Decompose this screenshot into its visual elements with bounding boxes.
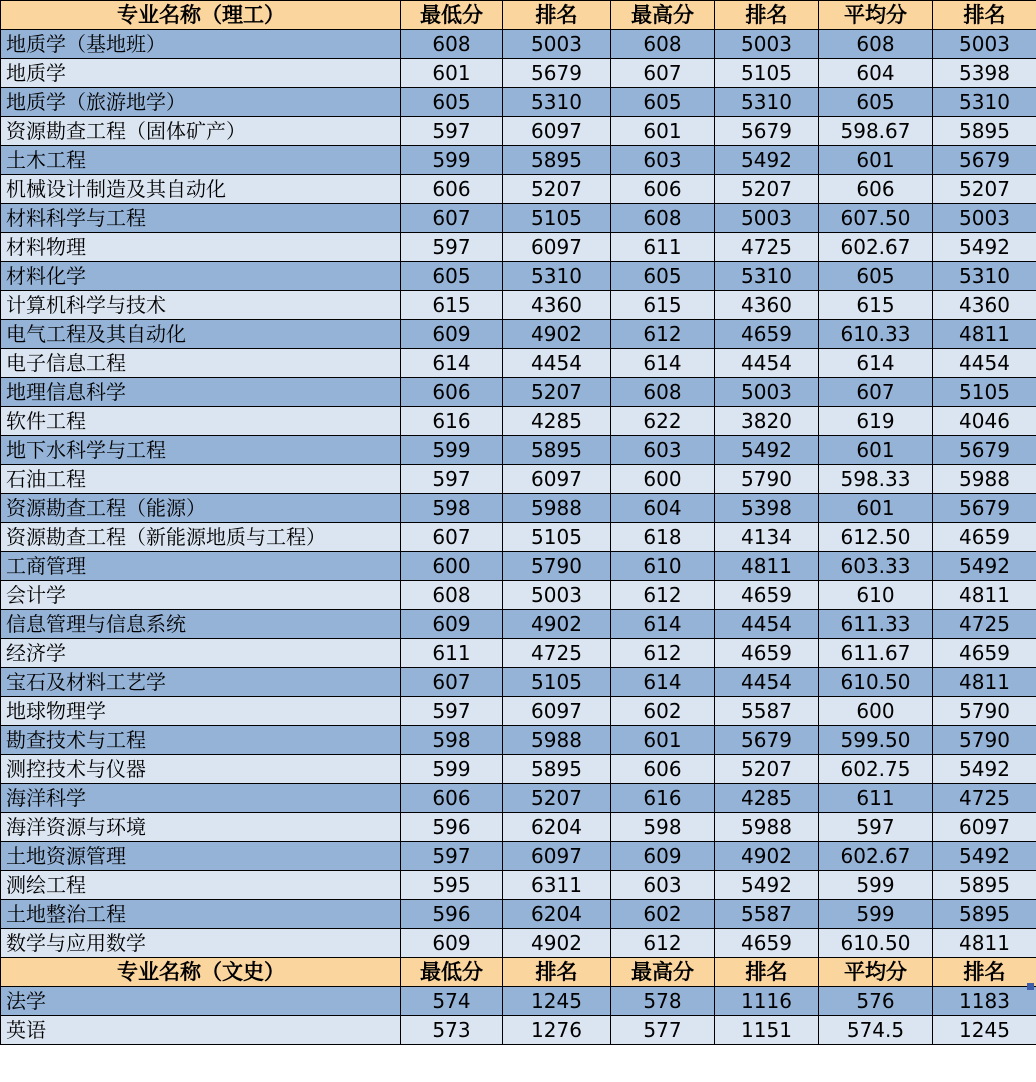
score-cell[interactable]: 597: [401, 233, 503, 262]
major-name-cell[interactable]: 英语: [1, 1016, 401, 1045]
score-cell[interactable]: 614: [819, 349, 933, 378]
table-row: [1, 900, 1036, 929]
score-cell[interactable]: 4725: [503, 639, 611, 668]
score-cell[interactable]: 5310: [933, 88, 1036, 117]
score-cell[interactable]: 5003: [715, 378, 819, 407]
table-row: [1, 871, 1036, 900]
score-cell[interactable]: 618: [611, 523, 715, 552]
header-row: [1, 1, 1036, 30]
score-cell[interactable]: 4134: [715, 523, 819, 552]
score-cell[interactable]: 5587: [715, 697, 819, 726]
score-cell[interactable]: 4659: [933, 523, 1036, 552]
score-cell[interactable]: 608: [611, 378, 715, 407]
table-row: [1, 30, 1036, 59]
major-name-cell[interactable]: 地球物理学: [1, 697, 401, 726]
score-cell[interactable]: 601: [819, 146, 933, 175]
score-cell[interactable]: 614: [611, 610, 715, 639]
table-row: [1, 813, 1036, 842]
table-row: [1, 639, 1036, 668]
score-cell[interactable]: 5003: [933, 30, 1036, 59]
table-row: [1, 610, 1036, 639]
score-cell[interactable]: 6097: [503, 465, 611, 494]
score-cell[interactable]: 601: [611, 726, 715, 755]
major-name-cell[interactable]: 电气工程及其自动化: [1, 320, 401, 349]
score-cell[interactable]: 573: [401, 1016, 503, 1045]
score-cell[interactable]: 601: [819, 494, 933, 523]
table-row: [1, 320, 1036, 349]
score-cell[interactable]: 5679: [933, 436, 1036, 465]
score-cell[interactable]: 1245: [933, 1016, 1036, 1045]
score-cell[interactable]: 4360: [503, 291, 611, 320]
score-cell[interactable]: 606: [401, 784, 503, 813]
score-cell[interactable]: 603.33: [819, 552, 933, 581]
major-name-cell[interactable]: 土木工程: [1, 146, 401, 175]
score-cell[interactable]: 607: [401, 668, 503, 697]
major-name-cell[interactable]: 土地资源管理: [1, 842, 401, 871]
score-cell[interactable]: 5207: [933, 175, 1036, 204]
score-cell[interactable]: 597: [401, 465, 503, 494]
score-cell[interactable]: 606: [611, 175, 715, 204]
score-cell[interactable]: 5207: [503, 175, 611, 204]
score-cell[interactable]: 5105: [933, 378, 1036, 407]
score-cell[interactable]: 607.50: [819, 204, 933, 233]
score-cell[interactable]: 606: [611, 755, 715, 784]
table-row: [1, 842, 1036, 871]
score-cell[interactable]: 5398: [933, 59, 1036, 88]
score-cell[interactable]: 612.50: [819, 523, 933, 552]
header-cell[interactable]: 排名: [503, 958, 611, 987]
score-cell[interactable]: 619: [819, 407, 933, 436]
score-cell[interactable]: 4659: [715, 929, 819, 958]
score-cell[interactable]: 5679: [933, 494, 1036, 523]
score-cell[interactable]: 610.50: [819, 668, 933, 697]
score-cell[interactable]: 5679: [933, 146, 1036, 175]
score-cell[interactable]: 4811: [933, 320, 1036, 349]
score-cell[interactable]: 598: [401, 494, 503, 523]
score-cell[interactable]: 576: [819, 987, 933, 1016]
score-cell[interactable]: 597: [401, 117, 503, 146]
score-cell[interactable]: 5105: [503, 204, 611, 233]
score-cell[interactable]: 609: [401, 610, 503, 639]
score-cell[interactable]: 607: [611, 59, 715, 88]
score-cell[interactable]: 4811: [715, 552, 819, 581]
score-cell[interactable]: 603: [611, 871, 715, 900]
score-cell[interactable]: 602: [611, 900, 715, 929]
score-cell[interactable]: 599: [401, 146, 503, 175]
score-cell[interactable]: 595: [401, 871, 503, 900]
header-cell[interactable]: 排名: [715, 958, 819, 987]
major-name-cell[interactable]: 地下水科学与工程: [1, 436, 401, 465]
header-cell[interactable]: 排名: [503, 1, 611, 30]
table-row: [1, 697, 1036, 726]
score-cell[interactable]: 604: [611, 494, 715, 523]
header-cell[interactable]: 排名: [715, 1, 819, 30]
score-cell[interactable]: 4902: [503, 929, 611, 958]
score-cell[interactable]: 5310: [503, 88, 611, 117]
score-cell[interactable]: 612: [611, 639, 715, 668]
score-cell[interactable]: 605: [401, 262, 503, 291]
score-cell[interactable]: 6097: [503, 117, 611, 146]
major-name-cell[interactable]: 材料化学: [1, 262, 401, 291]
major-name-cell[interactable]: 测控技术与仪器: [1, 755, 401, 784]
score-cell[interactable]: 4902: [715, 842, 819, 871]
score-cell[interactable]: 5003: [933, 204, 1036, 233]
score-cell[interactable]: 6097: [933, 813, 1036, 842]
major-name-cell[interactable]: 海洋科学: [1, 784, 401, 813]
score-cell[interactable]: 5790: [933, 697, 1036, 726]
score-cell[interactable]: 574: [401, 987, 503, 1016]
table-row: [1, 494, 1036, 523]
score-cell[interactable]: 5988: [715, 813, 819, 842]
table-row: [1, 262, 1036, 291]
score-cell[interactable]: 612: [611, 581, 715, 610]
score-cell[interactable]: 614: [611, 668, 715, 697]
score-cell[interactable]: 577: [611, 1016, 715, 1045]
major-name-cell[interactable]: 资源勘查工程（固体矿产）: [1, 117, 401, 146]
major-name-cell[interactable]: 法学: [1, 987, 401, 1016]
table-row: [1, 88, 1036, 117]
score-cell[interactable]: 611: [611, 233, 715, 262]
major-name-cell[interactable]: 信息管理与信息系统: [1, 610, 401, 639]
score-cell[interactable]: 574.5: [819, 1016, 933, 1045]
header-cell[interactable]: 平均分: [819, 1, 933, 30]
score-cell[interactable]: 5003: [715, 204, 819, 233]
score-cell[interactable]: 607: [401, 204, 503, 233]
major-name-cell[interactable]: 数学与应用数学: [1, 929, 401, 958]
score-cell[interactable]: 5492: [715, 871, 819, 900]
score-cell[interactable]: 610.50: [819, 929, 933, 958]
major-name-cell[interactable]: 石油工程: [1, 465, 401, 494]
score-cell[interactable]: 601: [819, 436, 933, 465]
score-cell[interactable]: 5895: [503, 755, 611, 784]
score-cell[interactable]: 605: [401, 88, 503, 117]
score-cell[interactable]: 6097: [503, 233, 611, 262]
score-cell[interactable]: 602.67: [819, 233, 933, 262]
score-cell[interactable]: 609: [401, 320, 503, 349]
table-row: [1, 378, 1036, 407]
major-name-cell[interactable]: 地理信息科学: [1, 378, 401, 407]
score-cell[interactable]: 600: [611, 465, 715, 494]
major-name-cell[interactable]: 资源勘查工程（能源）: [1, 494, 401, 523]
score-cell[interactable]: 5207: [503, 784, 611, 813]
score-cell[interactable]: 5790: [503, 552, 611, 581]
score-cell[interactable]: 5310: [933, 262, 1036, 291]
header-cell[interactable]: 平均分: [819, 958, 933, 987]
score-cell[interactable]: 597: [819, 813, 933, 842]
score-cell[interactable]: 609: [611, 842, 715, 871]
score-cell[interactable]: 5492: [715, 436, 819, 465]
score-cell[interactable]: 5310: [503, 262, 611, 291]
score-cell[interactable]: 6097: [503, 697, 611, 726]
major-name-cell[interactable]: 工商管理: [1, 552, 401, 581]
table-row: [1, 233, 1036, 262]
score-cell[interactable]: 610: [819, 581, 933, 610]
score-cell[interactable]: 4811: [933, 581, 1036, 610]
score-cell[interactable]: 5895: [933, 900, 1036, 929]
score-cell[interactable]: 599: [401, 755, 503, 784]
table-row: [1, 465, 1036, 494]
score-cell[interactable]: 608: [401, 30, 503, 59]
score-cell[interactable]: 4725: [933, 784, 1036, 813]
major-name-cell[interactable]: 宝石及材料工艺学: [1, 668, 401, 697]
table-row: [1, 523, 1036, 552]
score-cell[interactable]: 612: [611, 320, 715, 349]
score-cell[interactable]: 598.67: [819, 117, 933, 146]
table-row: [1, 755, 1036, 784]
major-name-cell[interactable]: 材料物理: [1, 233, 401, 262]
score-cell[interactable]: 608: [611, 204, 715, 233]
fill-handle[interactable]: [1027, 983, 1034, 990]
score-cell[interactable]: 622: [611, 407, 715, 436]
score-cell[interactable]: 612: [611, 929, 715, 958]
score-cell[interactable]: 6204: [503, 813, 611, 842]
score-cell[interactable]: 5492: [933, 755, 1036, 784]
major-name-cell[interactable]: 软件工程: [1, 407, 401, 436]
score-cell[interactable]: 4902: [503, 320, 611, 349]
major-name-cell[interactable]: 土地整治工程: [1, 900, 401, 929]
table-row: [1, 929, 1036, 958]
table-row: [1, 407, 1036, 436]
header-major-name[interactable]: 专业名称（理工）: [1, 1, 401, 30]
table-row: [1, 581, 1036, 610]
score-cell[interactable]: 4285: [503, 407, 611, 436]
table-row: [1, 552, 1036, 581]
score-cell[interactable]: 608: [611, 30, 715, 59]
header-cell[interactable]: 最高分: [611, 958, 715, 987]
score-cell[interactable]: 5679: [503, 59, 611, 88]
score-cell[interactable]: 4360: [933, 291, 1036, 320]
header-cell[interactable]: 最高分: [611, 1, 715, 30]
score-cell[interactable]: 607: [401, 523, 503, 552]
score-cell[interactable]: 578: [611, 987, 715, 1016]
score-cell[interactable]: 3820: [715, 407, 819, 436]
table-row: [1, 436, 1036, 465]
score-cell[interactable]: 610: [611, 552, 715, 581]
score-cell[interactable]: 5492: [933, 552, 1036, 581]
table-row: [1, 59, 1036, 88]
score-cell[interactable]: 5988: [933, 465, 1036, 494]
score-cell[interactable]: 615: [819, 291, 933, 320]
score-cell[interactable]: 4454: [715, 668, 819, 697]
score-cell[interactable]: 5679: [715, 726, 819, 755]
score-cell[interactable]: 5207: [715, 175, 819, 204]
major-name-cell[interactable]: 会计学: [1, 581, 401, 610]
score-cell[interactable]: 602.67: [819, 842, 933, 871]
score-cell[interactable]: 5895: [503, 146, 611, 175]
table-row: [1, 291, 1036, 320]
score-cell[interactable]: 608: [819, 30, 933, 59]
header-cell[interactable]: 最低分: [401, 1, 503, 30]
score-cell[interactable]: 5492: [933, 842, 1036, 871]
score-cell[interactable]: 5105: [715, 59, 819, 88]
score-cell[interactable]: 4285: [715, 784, 819, 813]
header-row: [1, 958, 1036, 987]
score-cell[interactable]: 4725: [715, 233, 819, 262]
score-cell[interactable]: 5790: [715, 465, 819, 494]
header-cell[interactable]: 排名: [933, 1, 1036, 30]
score-cell[interactable]: 611.33: [819, 610, 933, 639]
score-cell[interactable]: 601: [611, 117, 715, 146]
major-name-cell[interactable]: 电子信息工程: [1, 349, 401, 378]
score-cell[interactable]: 602: [611, 697, 715, 726]
score-cell[interactable]: 4454: [715, 349, 819, 378]
score-cell[interactable]: 5310: [715, 262, 819, 291]
header-cell[interactable]: 排名: [933, 958, 1036, 987]
major-name-cell[interactable]: 计算机科学与技术: [1, 291, 401, 320]
score-cell[interactable]: 5310: [715, 88, 819, 117]
score-cell[interactable]: 599: [401, 436, 503, 465]
score-cell[interactable]: 4659: [715, 320, 819, 349]
score-cell[interactable]: 5492: [933, 233, 1036, 262]
score-cell[interactable]: 4454: [933, 349, 1036, 378]
score-cell[interactable]: 6204: [503, 900, 611, 929]
score-cell[interactable]: 610.33: [819, 320, 933, 349]
score-cell[interactable]: 615: [611, 291, 715, 320]
score-cell[interactable]: 4046: [933, 407, 1036, 436]
major-name-cell[interactable]: 地质学: [1, 59, 401, 88]
table-row: [1, 784, 1036, 813]
major-name-cell[interactable]: 勘查技术与工程: [1, 726, 401, 755]
score-cell[interactable]: 596: [401, 900, 503, 929]
table-body: [1, 1, 1036, 1045]
major-name-cell[interactable]: 测绘工程: [1, 871, 401, 900]
score-cell[interactable]: 1183: [933, 987, 1036, 1016]
table-row: [1, 349, 1036, 378]
score-cell[interactable]: 4902: [503, 610, 611, 639]
score-cell[interactable]: 603: [611, 436, 715, 465]
major-name-cell[interactable]: 地质学（旅游地学）: [1, 88, 401, 117]
score-cell[interactable]: 5895: [933, 117, 1036, 146]
major-name-cell[interactable]: 海洋资源与环境: [1, 813, 401, 842]
score-cell[interactable]: 608: [401, 581, 503, 610]
score-cell[interactable]: 5207: [503, 378, 611, 407]
table-row: [1, 987, 1036, 1016]
score-cell[interactable]: 4360: [715, 291, 819, 320]
score-cell[interactable]: 605: [819, 88, 933, 117]
score-cell[interactable]: 6097: [503, 842, 611, 871]
major-name-cell[interactable]: 机械设计制造及其自动化: [1, 175, 401, 204]
score-cell[interactable]: 4811: [933, 929, 1036, 958]
score-cell[interactable]: 611: [401, 639, 503, 668]
score-cell[interactable]: 4454: [503, 349, 611, 378]
score-cell[interactable]: 4725: [933, 610, 1036, 639]
major-name-cell[interactable]: 经济学: [1, 639, 401, 668]
score-cell[interactable]: 1276: [503, 1016, 611, 1045]
score-cell[interactable]: 611: [819, 784, 933, 813]
score-cell[interactable]: 615: [401, 291, 503, 320]
table-row: [1, 668, 1036, 697]
table-row: [1, 726, 1036, 755]
table-row: [1, 146, 1036, 175]
score-cell[interactable]: 614: [611, 349, 715, 378]
score-cell[interactable]: 597: [401, 697, 503, 726]
score-cell[interactable]: 4659: [715, 639, 819, 668]
score-cell[interactable]: 598.33: [819, 465, 933, 494]
table-row: [1, 117, 1036, 146]
score-cell[interactable]: 5003: [715, 30, 819, 59]
major-name-cell[interactable]: 地质学（基地班）: [1, 30, 401, 59]
score-cell[interactable]: 597: [401, 842, 503, 871]
score-cell[interactable]: 5003: [503, 581, 611, 610]
table-row: [1, 204, 1036, 233]
score-cell[interactable]: 5988: [503, 494, 611, 523]
score-cell[interactable]: 5105: [503, 668, 611, 697]
score-cell[interactable]: 602.75: [819, 755, 933, 784]
score-cell[interactable]: 600: [401, 552, 503, 581]
score-cell[interactable]: 605: [611, 262, 715, 291]
score-cell[interactable]: 5207: [715, 755, 819, 784]
header-major-name[interactable]: 专业名称（文史）: [1, 958, 401, 987]
score-cell[interactable]: 5790: [933, 726, 1036, 755]
table-row: [1, 175, 1036, 204]
score-cell[interactable]: 1151: [715, 1016, 819, 1045]
score-cell[interactable]: 1245: [503, 987, 611, 1016]
table-row: [1, 1016, 1036, 1045]
score-cell[interactable]: 604: [819, 59, 933, 88]
score-cell[interactable]: 5895: [933, 871, 1036, 900]
score-cell[interactable]: 611.67: [819, 639, 933, 668]
score-cell[interactable]: 598: [401, 726, 503, 755]
score-cell[interactable]: 606: [401, 378, 503, 407]
score-cell[interactable]: 599.50: [819, 726, 933, 755]
score-cell[interactable]: 6311: [503, 871, 611, 900]
score-cell[interactable]: 605: [819, 262, 933, 291]
score-cell[interactable]: 596: [401, 813, 503, 842]
score-cell[interactable]: 598: [611, 813, 715, 842]
score-cell[interactable]: 606: [819, 175, 933, 204]
score-cell[interactable]: 5895: [503, 436, 611, 465]
score-cell[interactable]: 5492: [715, 146, 819, 175]
score-cell[interactable]: 5988: [503, 726, 611, 755]
score-cell[interactable]: 605: [611, 88, 715, 117]
score-cell[interactable]: 616: [611, 784, 715, 813]
score-cell[interactable]: 5398: [715, 494, 819, 523]
score-cell[interactable]: 5679: [715, 117, 819, 146]
score-cell[interactable]: 4811: [933, 668, 1036, 697]
score-cell[interactable]: 4659: [715, 581, 819, 610]
score-cell[interactable]: 606: [401, 175, 503, 204]
score-cell[interactable]: 609: [401, 929, 503, 958]
score-cell[interactable]: 5105: [503, 523, 611, 552]
score-cell[interactable]: 599: [819, 900, 933, 929]
major-name-cell[interactable]: 材料科学与工程: [1, 204, 401, 233]
score-cell[interactable]: 4659: [933, 639, 1036, 668]
score-cell[interactable]: 614: [401, 349, 503, 378]
score-cell[interactable]: 616: [401, 407, 503, 436]
major-name-cell[interactable]: 资源勘查工程（新能源地质与工程）: [1, 523, 401, 552]
score-cell[interactable]: 5587: [715, 900, 819, 929]
score-cell[interactable]: 599: [819, 871, 933, 900]
score-cell[interactable]: 1116: [715, 987, 819, 1016]
header-cell[interactable]: 最低分: [401, 958, 503, 987]
score-cell[interactable]: 607: [819, 378, 933, 407]
score-cell[interactable]: 603: [611, 146, 715, 175]
score-cell[interactable]: 601: [401, 59, 503, 88]
score-cell[interactable]: 5003: [503, 30, 611, 59]
score-cell[interactable]: 4454: [715, 610, 819, 639]
score-cell[interactable]: 600: [819, 697, 933, 726]
